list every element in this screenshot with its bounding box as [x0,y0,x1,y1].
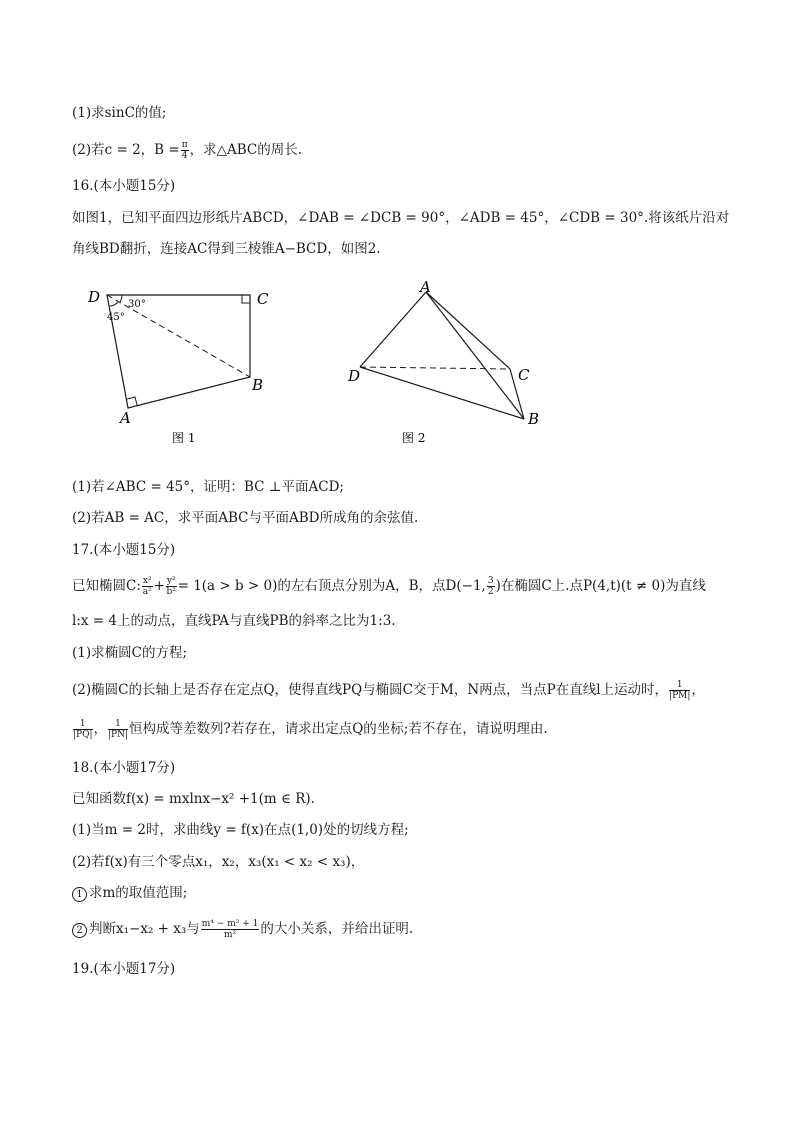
q15-part2-prefix: (2)若c = 2，B = [72,142,180,158]
fig2-label-a: A [420,278,431,296]
q17-stem-line1: 已知椭圆C: $\frac{\text{x²}}{\text{a²}}$ + $\frac{\text{y²}}{\text{b²}}$ = 1(a > b > 0)的左右顶点分别为A，B，点D(−1, $\frac{3}{2}$ )在椭圆C上.点P(4,t)(t ≠ 0)为直线 [72,576,706,597]
q17-stem-line2: l:x = 4上的动点，直线PA与直线PB的斜率之比为1:3. [72,613,396,629]
q18-sub2 [72,919,413,940]
q17-frac-d: $\frac{3}{2}$ [487,576,494,597]
q19-header: 19.(本小题17分) [72,961,176,977]
q17-part2-suffix: 恒构成等差数列?若存在，请求出定点Q的坐标;若不存在，请说明理由. [129,721,548,737]
fig2-label-d: D [348,367,361,385]
q16-part2: (2)若AB = AC，求平面ABC与平面ABD所成角的余弦值. [72,510,419,526]
q18-part2: (2)若f(x)有三个零点x₁，x₂，x₃(x₁ < x₂ < x₃)， [72,854,365,870]
fig2-edge-db [360,367,524,419]
q17-stem-a: 已知椭圆C: [72,578,141,594]
q17-part2-text: (2)椭圆C的长轴上是否存在定点Q，使得直线PQ与椭圆C交于M，N两点，当点P在直线l上运动时， [72,682,669,698]
fig2-edge-ac [426,292,510,369]
q16-part1: (1)若∠ABC = 45°，证明：BC ⊥平面ACD; [72,479,344,495]
figure-2 [340,278,560,450]
q17-part2-line1: (2)椭圆C的长轴上是否存在定点Q，使得直线PQ与椭圆C交于M，N两点，当点P在直线l上运动时， $\frac{1}{|PM|}$ ， [72,680,705,701]
q17-frac-pn: $\frac{1}{|PN|}$ [108,719,128,740]
fig2-caption: 图 2 [402,431,426,445]
fig1-quadrilateral [107,295,250,408]
q15-part2-fraction: $\frac{\pi}{4}$ [181,140,188,161]
q18-sub2-mark: 2 [72,923,87,938]
q16-header: 16.(本小题15分) [72,178,176,194]
fig1-caption: 图 1 [172,431,196,445]
q15-part2 [72,140,302,161]
q15-part2-suffix: ，求△ABC的周长. [189,142,303,158]
fig1-right-angle-c [242,295,250,303]
q17-frac-pm: $\frac{1}{|PM|}$ [669,680,691,701]
fig1-arc-30 [120,295,122,302]
q17-stem-c: )在椭圆C上.点P(4,t)(t ≠ 0)为直线 [495,578,706,594]
fig1-label-b: B [252,376,264,394]
fig1-label-a: A [120,409,131,427]
fig2-edge-ad [360,292,426,367]
q17-part1: (1)求椭圆C的方程; [72,645,188,661]
q18-sub2-suffix: 的大小关系，并给出证明. [260,921,414,937]
fig1-label-c: C [257,290,269,308]
q18-sub1 [72,884,187,902]
q18-stem: 已知函数f(x) = mxlnx−x² +1(m ∈ R). [72,791,315,807]
fig1-right-angle-a [127,397,137,405]
q16-stem-line1: 如图1，已知平面四边形纸片ABCD，∠DAB = ∠DCB = 90°，∠ADB = 45°，∠CDB = 30°.将该纸片沿对 [72,210,730,226]
fig1-angle-30: 30° [128,299,146,310]
q17-stem-b: = 1(a > b > 0)的左右顶点分别为A，B，点D(−1, [177,578,486,594]
q17-frac-x: $\frac{\text{x²}}{\text{a²}}$ [142,576,152,597]
q18-sub1-text: 求m的取值范围; [89,885,188,901]
fig1-angle-45: 45° [107,312,125,323]
q18-sub1-mark: 1 [72,887,87,902]
q17-part2-line2: $\frac{1}{|PQ|}$ ， $\frac{1}{|PN|}$ 恒构成等差数列?若存在，请求出定点Q的坐标;若不存在，请说明理由. [73,719,548,740]
q17-frac-y: $\frac{\text{y²}}{\text{b²}}$ [166,576,176,597]
fig1-arc-45 [110,302,118,306]
fig2-label-b: B [528,410,540,428]
fig2-edge-ab [426,292,524,419]
fig1-label-d: D [88,288,101,306]
fig2-edge-dc [360,367,510,369]
q16-stem-line2: 角线BD翻折，连接AC得到三棱锥A−BCD，如图2. [72,241,381,257]
q18-part1: (1)当m = 2时，求曲线y = f(x)在点(1,0)处的切线方程; [72,822,409,838]
q18-sub2-prefix: 判断x₁−x₂ + x₃与 [89,921,200,937]
figure-1 [80,280,300,450]
q18-frac: $\frac{\text{m⁴ − m² + 1}}{\text{m²}}$ [201,919,259,940]
q17-frac-pq: $\frac{1}{|PQ|}$ [73,719,93,740]
q18-header: 18.(本小题17分) [72,760,176,776]
q15-part1: (1)求sinC的值; [72,105,167,121]
fig2-label-c: C [518,366,530,384]
q17-header: 17.(本小题15分) [72,542,176,558]
